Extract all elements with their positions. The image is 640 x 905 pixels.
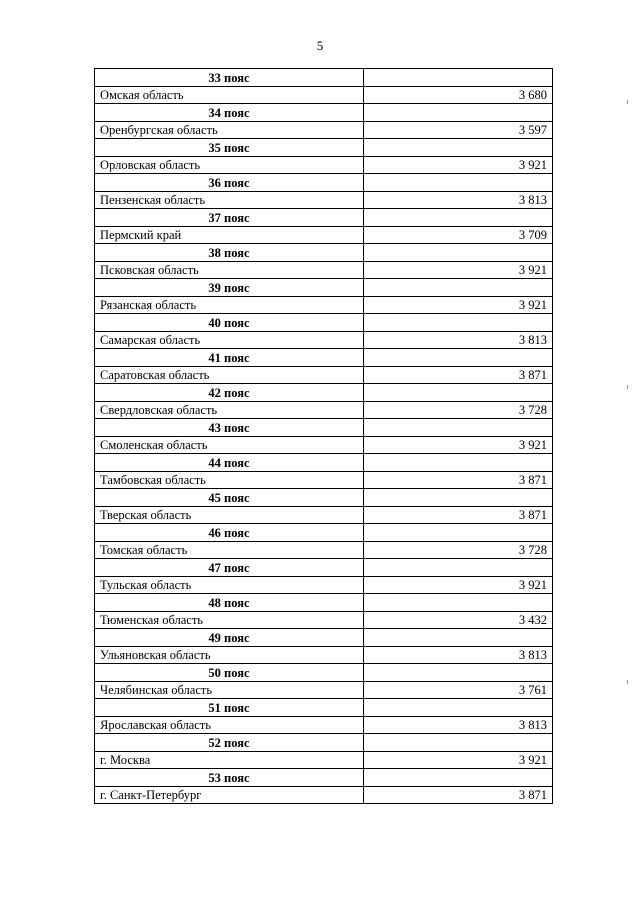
region-value: 3 728 xyxy=(364,401,553,419)
zone-header-row xyxy=(95,629,553,647)
empty-cell xyxy=(364,454,553,472)
region-name: Тюменская область xyxy=(95,611,364,629)
region-value: 3 921 xyxy=(364,261,553,279)
empty-cell xyxy=(364,734,553,752)
zone-header-row xyxy=(95,384,553,402)
region-row xyxy=(95,541,553,559)
region-name: Ярославская область xyxy=(95,716,364,734)
region-value: 3 597 xyxy=(364,121,553,139)
region-row xyxy=(95,786,553,804)
region-row xyxy=(95,401,553,419)
empty-cell xyxy=(364,314,553,332)
zone-label: 38 пояс xyxy=(95,244,364,262)
zone-label: 39 пояс xyxy=(95,279,364,297)
region-value: 3 921 xyxy=(364,576,553,594)
zone-label: 53 пояс xyxy=(95,769,364,787)
table-body xyxy=(95,69,553,804)
zone-header-row xyxy=(95,769,553,787)
zone-header-row xyxy=(95,489,553,507)
region-value: 3 813 xyxy=(364,331,553,349)
region-value: 3 680 xyxy=(364,86,553,104)
zone-header-row xyxy=(95,314,553,332)
empty-cell xyxy=(364,209,553,227)
region-row xyxy=(95,261,553,279)
region-value: 3 813 xyxy=(364,646,553,664)
zone-label: 46 пояс xyxy=(95,524,364,542)
region-value: 3 761 xyxy=(364,681,553,699)
empty-cell xyxy=(364,384,553,402)
zone-header-row xyxy=(95,419,553,437)
zone-header-row xyxy=(95,69,553,87)
region-value: 3 921 xyxy=(364,296,553,314)
region-value: 3 871 xyxy=(364,471,553,489)
price-zones-table xyxy=(94,68,553,804)
zone-label: 41 пояс xyxy=(95,349,364,367)
region-row xyxy=(95,751,553,769)
zone-header-row xyxy=(95,104,553,122)
region-value: 3 871 xyxy=(364,506,553,524)
zone-header-row xyxy=(95,174,553,192)
region-value: 3 709 xyxy=(364,226,553,244)
region-value: 3 921 xyxy=(364,156,553,174)
zone-label: 36 пояс xyxy=(95,174,364,192)
zone-header-row xyxy=(95,664,553,682)
region-row xyxy=(95,471,553,489)
region-name: Оренбургская область xyxy=(95,121,364,139)
zone-label: 44 пояс xyxy=(95,454,364,472)
region-row xyxy=(95,646,553,664)
region-name: Смоленская область xyxy=(95,436,364,454)
region-name: Тамбовская область xyxy=(95,471,364,489)
zone-header-row xyxy=(95,524,553,542)
empty-cell xyxy=(364,489,553,507)
zone-header-row xyxy=(95,349,553,367)
region-name: Псковская область xyxy=(95,261,364,279)
region-name: Пермский край xyxy=(95,226,364,244)
region-name: Орловская область xyxy=(95,156,364,174)
region-row xyxy=(95,156,553,174)
empty-cell xyxy=(364,174,553,192)
region-row xyxy=(95,506,553,524)
region-value: 3 921 xyxy=(364,751,553,769)
region-value: 3 871 xyxy=(364,786,553,804)
zone-label: 49 пояс xyxy=(95,629,364,647)
empty-cell xyxy=(364,104,553,122)
zone-header-row xyxy=(95,734,553,752)
page-number: 5 xyxy=(316,38,324,53)
empty-cell xyxy=(364,594,553,612)
region-row xyxy=(95,436,553,454)
region-row xyxy=(95,681,553,699)
zone-label: 50 пояс xyxy=(95,664,364,682)
zone-label: 33 пояс xyxy=(95,69,364,87)
region-row xyxy=(95,366,553,384)
region-name: Челябинская область xyxy=(95,681,364,699)
empty-cell xyxy=(364,244,553,262)
scan-mark xyxy=(627,385,628,389)
zone-label: 42 пояс xyxy=(95,384,364,402)
region-row xyxy=(95,576,553,594)
empty-cell xyxy=(364,699,553,717)
zone-header-row xyxy=(95,699,553,717)
empty-cell xyxy=(364,629,553,647)
region-value: 3 728 xyxy=(364,541,553,559)
zone-label: 45 пояс xyxy=(95,489,364,507)
region-value: 3 432 xyxy=(364,611,553,629)
region-value: 3 871 xyxy=(364,366,553,384)
region-name: Тульская область xyxy=(95,576,364,594)
empty-cell xyxy=(364,69,553,87)
zone-label: 40 пояс xyxy=(95,314,364,332)
region-name: Пензенская область xyxy=(95,191,364,209)
zone-label: 37 пояс xyxy=(95,209,364,227)
zone-label: 48 пояс xyxy=(95,594,364,612)
zone-label: 52 пояс xyxy=(95,734,364,752)
region-name: Томская область xyxy=(95,541,364,559)
empty-cell xyxy=(364,279,553,297)
zone-header-row xyxy=(95,454,553,472)
region-row xyxy=(95,331,553,349)
region-name: Тверская область xyxy=(95,506,364,524)
region-name: Ульяновская область xyxy=(95,646,364,664)
zone-header-row xyxy=(95,244,553,262)
region-name: Рязанская область xyxy=(95,296,364,314)
zone-label: 34 пояс xyxy=(95,104,364,122)
empty-cell xyxy=(364,349,553,367)
region-value: 3 813 xyxy=(364,191,553,209)
region-row xyxy=(95,86,553,104)
region-row xyxy=(95,226,553,244)
zone-header-row xyxy=(95,139,553,157)
zone-header-row xyxy=(95,279,553,297)
zone-label: 51 пояс xyxy=(95,699,364,717)
empty-cell xyxy=(364,139,553,157)
zone-label: 43 пояс xyxy=(95,419,364,437)
zone-label: 47 пояс xyxy=(95,559,364,577)
empty-cell xyxy=(364,524,553,542)
zone-label: 35 пояс xyxy=(95,139,364,157)
empty-cell xyxy=(364,559,553,577)
region-row xyxy=(95,296,553,314)
region-row xyxy=(95,716,553,734)
empty-cell xyxy=(364,769,553,787)
empty-cell xyxy=(364,664,553,682)
zone-header-row xyxy=(95,594,553,612)
region-row xyxy=(95,191,553,209)
scan-mark xyxy=(627,680,628,684)
region-row xyxy=(95,121,553,139)
region-name: Омская область xyxy=(95,86,364,104)
zone-header-row xyxy=(95,209,553,227)
region-name: Саратовская область xyxy=(95,366,364,384)
region-name: г. Санкт-Петербург xyxy=(95,786,364,804)
region-value: 3 921 xyxy=(364,436,553,454)
region-name: Самарская область xyxy=(95,331,364,349)
region-name: г. Москва xyxy=(95,751,364,769)
region-row xyxy=(95,611,553,629)
scan-mark xyxy=(627,100,628,104)
region-value: 3 813 xyxy=(364,716,553,734)
zone-header-row xyxy=(95,559,553,577)
empty-cell xyxy=(364,419,553,437)
region-name: Свердловская область xyxy=(95,401,364,419)
